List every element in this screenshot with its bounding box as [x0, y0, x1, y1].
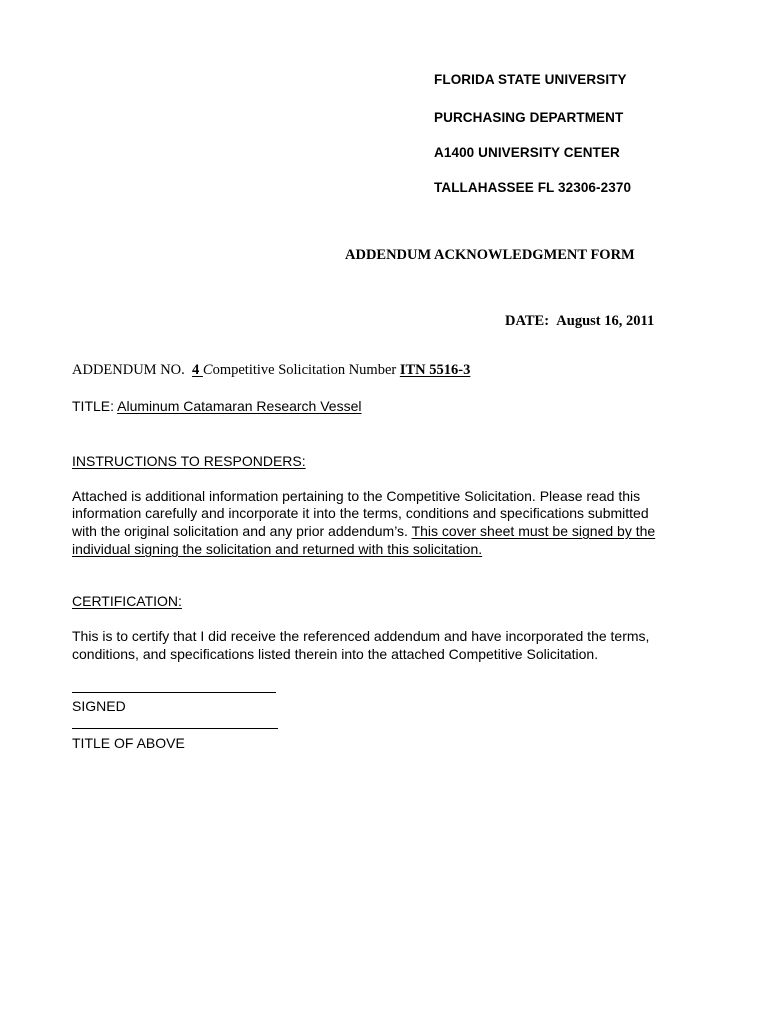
title-line [72, 397, 361, 415]
certification-line-2: conditions, and specifications listed therein into the attached Competitive Solicitation. [72, 646, 599, 662]
instructions-line-3 [72, 522, 655, 540]
instructions-emphasis-part-2: individual signing the solicitation and returned with this solicitation. [72, 541, 483, 557]
title-value: Aluminum Catamaran Research Vessel [117, 398, 362, 414]
city-state-zip: TALLAHASSEE FL 32306-2370 [434, 180, 632, 195]
date-value: August 16, 2011 [556, 313, 655, 329]
addendum-number: 4 [192, 362, 200, 378]
solicitation-label: ompetitive Solicitation Number [212, 362, 397, 378]
certification-line-1: This is to certify that I did receive the referenced addendum and have incorporated the terms, [72, 628, 650, 644]
date-line [505, 313, 654, 330]
solicitation-label-initial: C [202, 362, 213, 378]
instructions-line-2: information carefully and incorporate it into the terms, conditions and specifications submitted [72, 505, 649, 521]
instructions-emphasis-part-1: This cover sheet must be signed by the [411, 523, 656, 539]
instructions-heading: INSTRUCTIONS TO RESPONDERS: [72, 453, 306, 469]
form-title: ADDENDUM ACKNOWLEDGMENT FORM [345, 247, 635, 263]
addendum-line [72, 362, 470, 379]
signature-line[interactable] [72, 692, 276, 693]
university-name: FLORIDA STATE UNIVERSITY [434, 72, 627, 87]
instructions-line-1: Attached is additional information pertaining to the Competitive Solicitation. Please read this [72, 488, 641, 504]
office-address: A1400 UNIVERSITY CENTER [434, 145, 620, 160]
title-of-above-label: TITLE OF ABOVE [72, 735, 185, 751]
title-signature-line[interactable] [72, 728, 278, 729]
title-label: TITLE: [72, 398, 115, 414]
date-label: DATE: [505, 313, 550, 329]
department-name: PURCHASING DEPARTMENT [434, 110, 624, 125]
addendum-label: ADDENDUM NO. [72, 362, 185, 378]
solicitation-number: ITN 5516-3 [399, 362, 471, 378]
instructions-line-3-text: with the original solicitation and any prior addendum’s. [72, 523, 408, 539]
certification-heading: CERTIFICATION: [72, 593, 182, 609]
signed-label: SIGNED [72, 698, 126, 714]
